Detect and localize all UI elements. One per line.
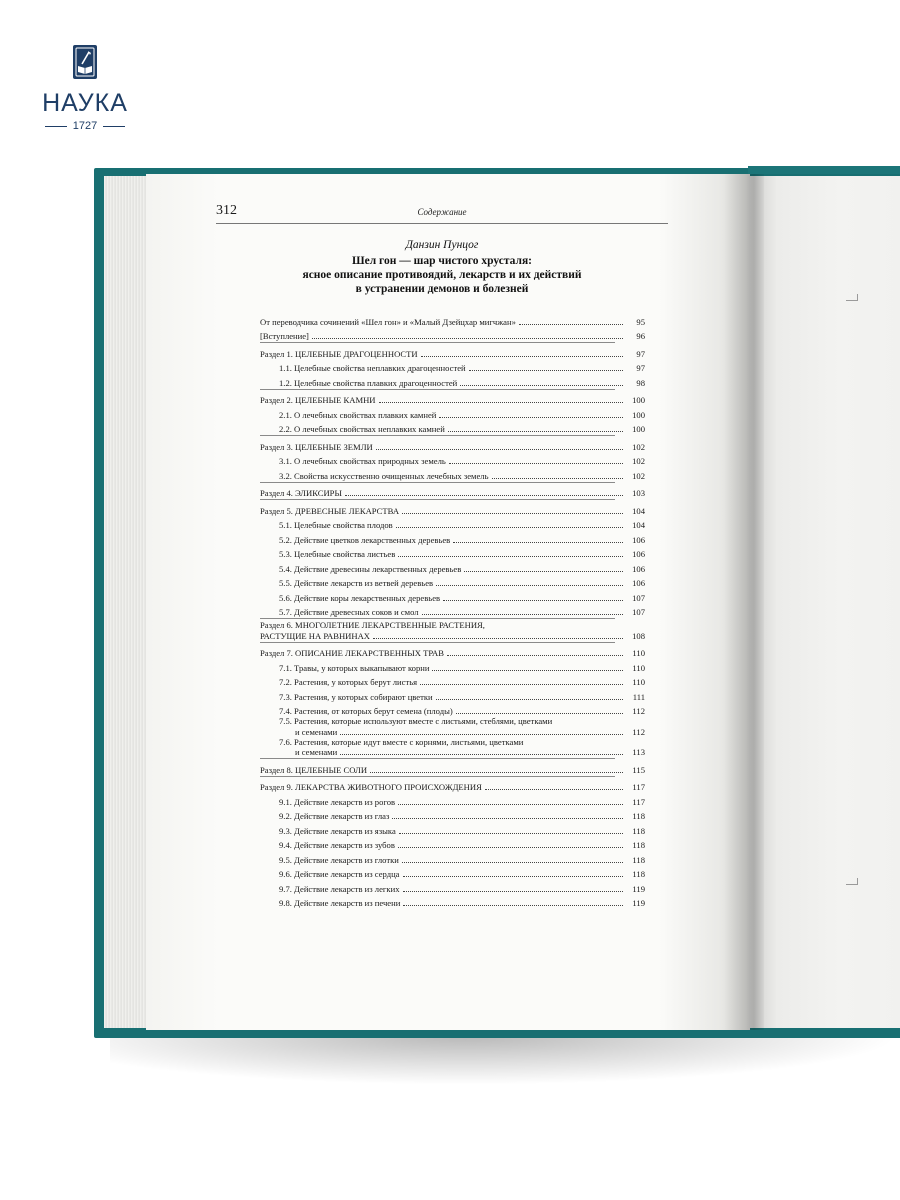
toc-entry-label: Раздел 5. ДРЕВЕСНЫЕ ЛЕКАРСТВА <box>260 505 400 516</box>
toc-leader-dots <box>436 699 623 700</box>
toc-entry-label: От переводчика сочинений «Шел гон» и «Малый Дзейцхар мигчжан» <box>260 316 516 327</box>
toc-entry-label: 7.6. Растения, которые идут вместе с корнями, листьями, цветками <box>279 736 524 747</box>
page-edges <box>104 176 148 1028</box>
toc-page-number: 112 <box>632 726 645 737</box>
toc-subsection-entry <box>260 879 645 894</box>
toc-entry-label: [Вступление] <box>260 331 309 341</box>
toc-page-number: 106 <box>632 563 645 574</box>
toc-subsection-entry <box>260 588 645 603</box>
toc-page-number: 119 <box>632 898 645 908</box>
toc-page-number: 104 <box>632 520 645 530</box>
toc-entry-label: 2.1. О лечебных свойствах плавких камней <box>279 409 437 420</box>
toc-subsection-entry <box>260 737 645 758</box>
toc-leader-dots <box>420 684 623 685</box>
toc-leader-dots <box>376 449 623 450</box>
toc-leader-dots <box>519 324 623 325</box>
toc-leader-dots <box>312 338 623 339</box>
toc-section-entry <box>260 437 645 452</box>
toc-page-number: 102 <box>632 470 645 481</box>
toc-entry-label: 2.2. О лечебных свойствах неплавких камней <box>279 424 445 434</box>
toc-entry-label: 9.6. Действие лекарств из сердца <box>279 869 400 879</box>
toc-leader-dots <box>340 734 623 735</box>
toc-divider <box>260 642 615 643</box>
toc-leader-dots <box>456 713 623 714</box>
toc-subsection-entry <box>260 420 645 435</box>
toc-page-number: 112 <box>632 706 645 716</box>
toc-entry-label: 9.8. Действие лекарств из печени <box>279 898 401 908</box>
logo-rule-left <box>45 126 67 127</box>
toc-page-number: 106 <box>632 549 645 559</box>
toc-subsection-entry <box>260 807 645 822</box>
toc-page-number: 96 <box>636 331 645 341</box>
toc-entry-label: 5.7. Действие древесных соков и смол <box>279 607 419 617</box>
toc-entry-label: Раздел 9. ЛЕКАРСТВА ЖИВОТНОГО ПРОИСХОЖДЕНИЯ <box>260 782 482 792</box>
toc-section-entry <box>260 620 645 641</box>
toc-leader-dots <box>449 463 623 464</box>
toc-page-number: 118 <box>632 840 645 850</box>
toc-entry-label: 9.4. Действие лекарств из зубов <box>279 840 395 850</box>
toc-entry-label: Раздел 7. ОПИСАНИЕ ЛЕКАРСТВЕННЫХ ТРАВ <box>260 648 444 658</box>
toc-page-number: 100 <box>632 424 645 434</box>
toc-leader-dots <box>464 571 623 572</box>
toc-page-number: 118 <box>632 825 645 836</box>
crop-mark <box>846 300 858 301</box>
toc-page-number: 106 <box>632 534 645 545</box>
toc-leader-dots <box>422 614 623 615</box>
toc-page-number: 110 <box>632 677 645 687</box>
toc-subsection-entry <box>260 673 645 688</box>
toc-entry-label: 9.3. Действие лекарств из языка <box>279 825 396 836</box>
toc-leader-dots <box>439 417 623 418</box>
toc-subsection-entry <box>260 405 645 420</box>
work-title-line: в устранении демонов и болезней <box>355 283 529 295</box>
toc-subsection-entry <box>260 658 645 673</box>
toc-leader-dots <box>432 670 623 671</box>
toc-entry-label: Раздел 1. ЦЕЛЕБНЫЕ ДРАГОЦЕННОСТИ <box>260 348 418 359</box>
toc-divider <box>260 776 615 777</box>
toc-leader-dots <box>421 356 623 357</box>
toc-page-number: 95 <box>636 316 645 327</box>
toc-divider <box>260 758 615 759</box>
toc-entry-label: 9.5. Действие лекарств из глотки <box>279 854 399 865</box>
toc-entry-label: 5.4. Действие древесины лекарственных деревьев <box>279 563 462 574</box>
toc-leader-dots <box>345 495 623 496</box>
toc-leader-dots <box>447 655 623 656</box>
toc-section-entry <box>260 778 645 793</box>
toc-subsection-entry <box>260 574 645 589</box>
toc-entry-label: 7.5. Растения, которые используют вместе с листьями, стеблями, цветками <box>279 716 553 726</box>
toc-page-number: 106 <box>632 578 645 588</box>
toc-section-entry <box>260 484 645 499</box>
toc-entry-label: 7.3. Растения, у которых собирают цветки <box>279 691 433 702</box>
toc-divider <box>260 618 615 619</box>
toc-leader-dots <box>436 585 623 586</box>
toc-subsection-entry <box>260 603 645 618</box>
toc-page-number: 119 <box>632 883 645 894</box>
toc-leader-dots <box>485 789 623 790</box>
toc-section-entry <box>260 644 645 659</box>
toc-subsection-entry <box>260 716 645 737</box>
right-page <box>750 176 900 1028</box>
toc-section-entry <box>260 501 645 516</box>
toc-page-number: 102 <box>632 441 645 452</box>
toc-subsection-entry <box>260 373 645 388</box>
work-title-line: ясное описание противоядий, лекарств и их действий <box>302 269 582 281</box>
toc-section-entry <box>260 391 645 406</box>
toc-leader-dots <box>370 772 623 773</box>
toc-subsection-entry <box>260 821 645 836</box>
running-head-title: Содержание <box>417 207 467 217</box>
toc-entry-label: 5.1. Целебные свойства плодов <box>279 520 393 530</box>
toc-leader-dots <box>402 862 623 863</box>
book-cover-edge <box>748 166 900 174</box>
book-emblem-icon <box>72 44 98 80</box>
toc-leader-dots <box>373 638 623 639</box>
toc-leader-dots <box>392 818 623 819</box>
toc-page-number: 107 <box>632 607 645 617</box>
toc-page-number: 117 <box>632 796 645 807</box>
toc-leader-dots <box>443 600 623 601</box>
toc-page-number: 111 <box>632 691 645 702</box>
toc-leader-dots <box>398 556 623 557</box>
toc-page-number: 97 <box>636 348 645 359</box>
toc-leader-dots <box>399 833 623 834</box>
toc-page-number: 118 <box>632 854 645 865</box>
toc-subsection-entry <box>260 545 645 560</box>
toc-leader-dots <box>396 527 623 528</box>
toc-leader-dots <box>492 478 624 479</box>
toc-leader-dots <box>460 385 623 386</box>
toc-entry-label: 7.4. Растения, от которых берут семена (плоды) <box>279 706 453 716</box>
toc-leader-dots <box>403 876 624 877</box>
toc-divider <box>260 482 615 483</box>
toc-page-number: 115 <box>632 764 645 775</box>
toc-entry-label-continued: РАСТУЩИЕ НА РАВНИНАХ <box>260 630 371 641</box>
toc-leader-dots <box>398 847 623 848</box>
book-gutter <box>724 174 764 1030</box>
toc-entry-label: 1.1. Целебные свойства неплавких драгоценностей <box>279 363 466 373</box>
work-title-block <box>216 239 668 296</box>
toc-page-number: 102 <box>632 456 645 466</box>
toc-subsection-entry <box>260 836 645 851</box>
toc-entry-label: 7.1. Травы, у которых выкапывают корни <box>279 662 430 673</box>
toc-leader-dots <box>398 804 623 805</box>
toc-entry-label: Раздел 8. ЦЕЛЕБНЫЕ СОЛИ <box>260 764 368 775</box>
toc-page-number: 100 <box>632 409 645 420</box>
toc-divider <box>260 342 615 343</box>
toc-entry-label: 3.1. О лечебных свойствах природных земель <box>279 456 446 466</box>
toc-divider <box>260 435 615 436</box>
toc-entry-label-continued: и семенами <box>295 747 338 757</box>
toc-page-number: 98 <box>636 377 645 388</box>
toc-leader-dots <box>403 891 624 892</box>
toc-subsection-entry <box>260 865 645 880</box>
toc-subsection-entry <box>260 850 645 865</box>
toc-entry-label: 7.2. Растения, у которых берут листья <box>279 677 418 687</box>
toc-entry-label: 3.2. Свойства искусственно очищенных лечебных земель <box>279 470 489 481</box>
toc-leader-dots <box>403 905 623 906</box>
publisher-year: 1727 <box>72 120 98 132</box>
toc-page-number: 117 <box>632 782 645 792</box>
toc-divider <box>260 389 615 390</box>
toc-subsection-entry <box>260 894 645 909</box>
toc-entry-label: Раздел 2. ЦЕЛЕБНЫЕ КАМНИ <box>260 395 376 405</box>
toc-leader-dots <box>340 754 623 755</box>
toc-page-number: 108 <box>632 630 645 641</box>
toc-subsection-entry <box>260 452 645 467</box>
toc-entry-label: Раздел 3. ЦЕЛЕБНЫЕ ЗЕМЛИ <box>260 441 373 452</box>
toc-entry-label: 9.2. Действие лекарств из глаз <box>279 811 390 821</box>
toc-leader-dots <box>402 513 623 514</box>
work-title-line: Шел гон — шар чистого хрусталя: <box>351 255 532 267</box>
toc-page-number: 100 <box>632 395 645 405</box>
toc-entry-label: 9.1. Действие лекарств из рогов <box>279 796 396 807</box>
toc-page-number: 118 <box>632 869 645 879</box>
toc-divider <box>260 499 615 500</box>
toc-subsection-entry <box>260 516 645 531</box>
toc-leader-dots <box>469 370 623 371</box>
toc-leader-dots <box>379 402 624 403</box>
toc-entry-label: 1.2. Целебные свойства плавких драгоценностей <box>279 377 458 388</box>
toc-section-entry <box>260 760 645 775</box>
toc-leader-dots <box>448 431 623 432</box>
toc-entry-label-continued: и семенами <box>295 726 338 737</box>
page-number: 312 <box>216 203 237 218</box>
toc-page-number: 107 <box>632 592 645 603</box>
table-of-contents <box>260 312 645 908</box>
logo-rule-right <box>103 126 125 127</box>
toc-section-entry <box>260 312 645 327</box>
toc-subsection-entry <box>260 792 645 807</box>
toc-subsection-entry <box>260 702 645 717</box>
toc-subsection-entry <box>260 559 645 574</box>
publisher-name: НАУКА <box>42 89 128 117</box>
toc-section-entry <box>260 344 645 359</box>
toc-page-number: 104 <box>632 505 645 516</box>
toc-page-number: 110 <box>632 662 645 673</box>
toc-subsection-entry <box>260 687 645 702</box>
publisher-logo <box>40 44 130 132</box>
toc-page-number: 118 <box>632 811 645 821</box>
toc-page-number: 103 <box>632 488 645 498</box>
toc-section-entry <box>260 327 645 342</box>
author-name: Данзин Пунцог <box>405 239 479 251</box>
toc-entry-label: Раздел 4. ЭЛИКСИРЫ <box>260 488 342 498</box>
toc-leader-dots <box>453 542 623 543</box>
toc-entry-label: 5.6. Действие коры лекарственных деревьев <box>279 592 441 603</box>
toc-page-number: 113 <box>632 747 645 757</box>
toc-page-number: 110 <box>632 648 645 658</box>
crop-mark <box>846 884 858 885</box>
toc-entry-label: 5.5. Действие лекарств из ветвей деревьев <box>279 578 434 588</box>
toc-subsection-entry <box>260 359 645 374</box>
toc-entry-label: 5.2. Действие цветков лекарственных деревьев <box>279 534 451 545</box>
toc-subsection-entry <box>260 530 645 545</box>
toc-subsection-entry <box>260 466 645 481</box>
toc-entry-label: Раздел 6. МНОГОЛЕТНИЕ ЛЕКАРСТВЕННЫЕ РАСТЕНИЯ, <box>260 620 485 630</box>
toc-page-number: 97 <box>636 363 645 373</box>
running-head <box>216 203 668 224</box>
toc-entry-label: 9.7. Действие лекарств из легких <box>279 883 400 894</box>
toc-entry-label: 5.3. Целебные свойства листьев <box>279 549 396 559</box>
